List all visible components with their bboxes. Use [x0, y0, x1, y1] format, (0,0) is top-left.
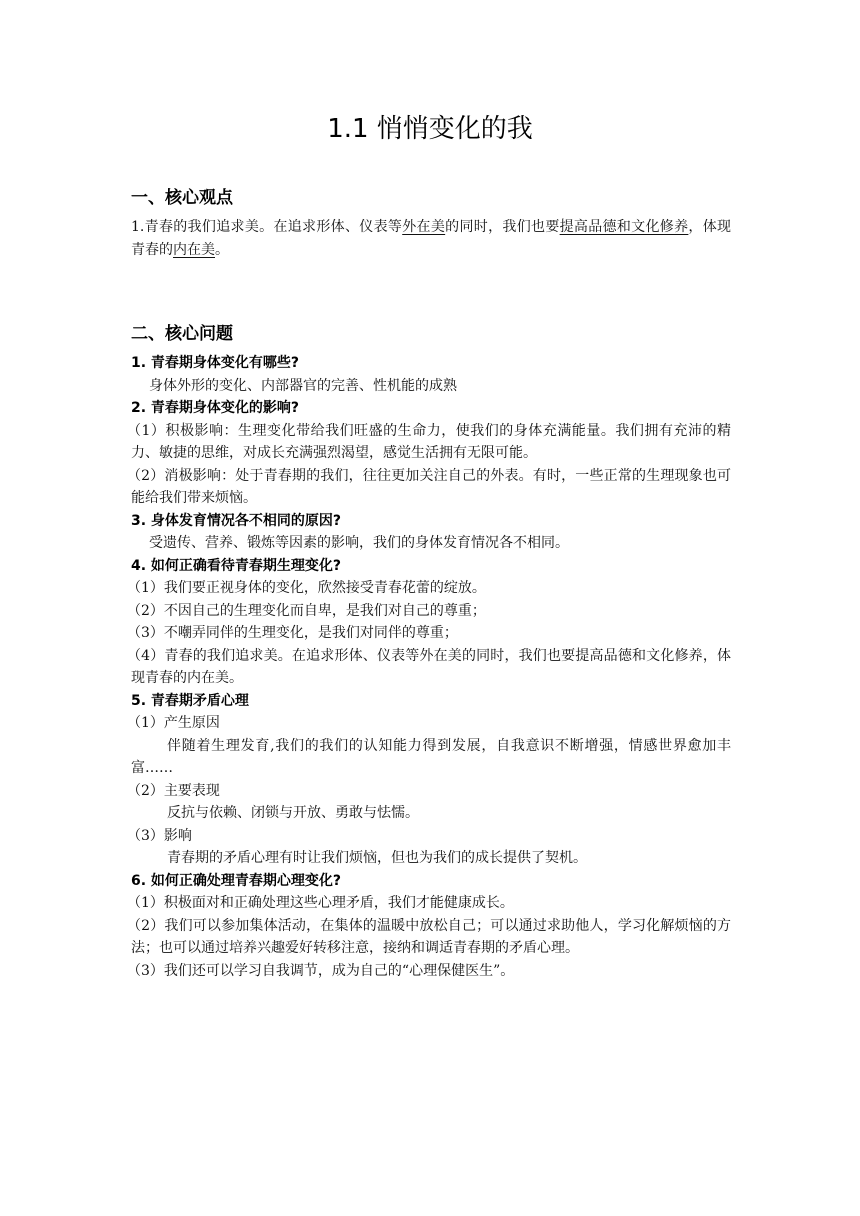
- question-heading: 6. 如何正确处理青春期心理变化?: [131, 872, 342, 889]
- answer-item: （2）不因自己的生理变化而自卑，是我们对自己的尊重；: [127, 602, 486, 619]
- question-heading: 2. 青春期身体变化的影响?: [131, 400, 300, 416]
- section-heading-core-questions: 二、核心问题: [131, 324, 233, 344]
- answer-text: 受遗传、营养、锻炼等因素的影响，我们的身体发育情况各不相同。: [149, 535, 569, 551]
- answer-item: （4）青春的我们追求美。在追求形体、仪表等外在美的同时，我们也要提高品德和文化修养，体现青春的内在美。: [127, 647, 731, 686]
- core-view-text: ，体现青春的: [131, 219, 732, 258]
- answer-item: （1）积极影响：生理变化带给我们旺盛的生命力，使我们的身体充满能量。我们拥有充沛的精力、敏捷的思维，对成长充满强烈渴望，感觉生活拥有无限可能。: [127, 422, 731, 461]
- sub-label: （3）影响: [127, 827, 192, 844]
- answer-item: （3）我们还可以学习自我调节，成为自己的“心理保健医生”。: [127, 962, 515, 979]
- page-title: 1.1 悄悄变化的我: [327, 114, 533, 144]
- sub-label: （1）产生原因: [127, 715, 220, 731]
- questions-block: [127, 352, 731, 982]
- core-view-text: 1.青春的我们追求美。在追求形体、仪表等: [131, 219, 403, 235]
- answer-item: （1）积极面对和正确处理这些心理矛盾，我们才能健康成长。: [127, 895, 514, 911]
- core-view-text: 的同时，我们也要: [445, 219, 560, 235]
- core-view-paragraph: [131, 216, 731, 261]
- sub-text: 伴随着生理发育,我们的我们的认知能力得到发展，自我意识不断增强，情感世界愈加丰富……: [131, 737, 731, 776]
- answer-item: （2）我们可以参加集体活动，在集体的温暖中放松自己；可以通过求助他人，学习化解烦恼的方法；也可以通过培养兴趣爱好转移注意，接纳和调适青春期的矛盾心理。: [127, 917, 731, 956]
- question-heading: 4. 如何正确看待青春期生理变化?: [131, 557, 342, 574]
- question-heading: 3. 身体发育情况各不相同的原因?: [131, 512, 342, 529]
- underlined-term: 外在美: [402, 219, 446, 235]
- answer-item: （2）消极影响：处于青春期的我们，往往更加关注自己的外表。有时，一些正常的生理现象也可能给我们带来烦恼。: [127, 467, 731, 506]
- question-heading: 5. 青春期矛盾心理: [131, 692, 249, 709]
- sub-text: 青春期的矛盾心理有时让我们烦恼，但也为我们的成长提供了契机。: [167, 850, 587, 866]
- section-heading-core-views: 一、核心观点: [131, 188, 233, 208]
- answer-text: 身体外形的变化、内部器官的完善、性机能的成熟: [149, 377, 457, 394]
- core-view-text: 。: [215, 241, 229, 258]
- answer-item: （3）不嘲弄同伴的生理变化，是我们对同伴的尊重；: [127, 625, 458, 641]
- answer-item: （1）我们要正视身体的变化，欣然接受青春花蕾的绽放。: [127, 580, 486, 596]
- question-heading: 1. 青春期身体变化有哪些?: [131, 355, 300, 371]
- underlined-term: 提高品德和文化修养: [559, 219, 689, 235]
- underlined-term: 内在美: [173, 241, 215, 258]
- sub-text: 反抗与依赖、闭锁与开放、勇敢与怯懦。: [167, 805, 419, 821]
- sub-label: （2）主要表现: [127, 782, 220, 799]
